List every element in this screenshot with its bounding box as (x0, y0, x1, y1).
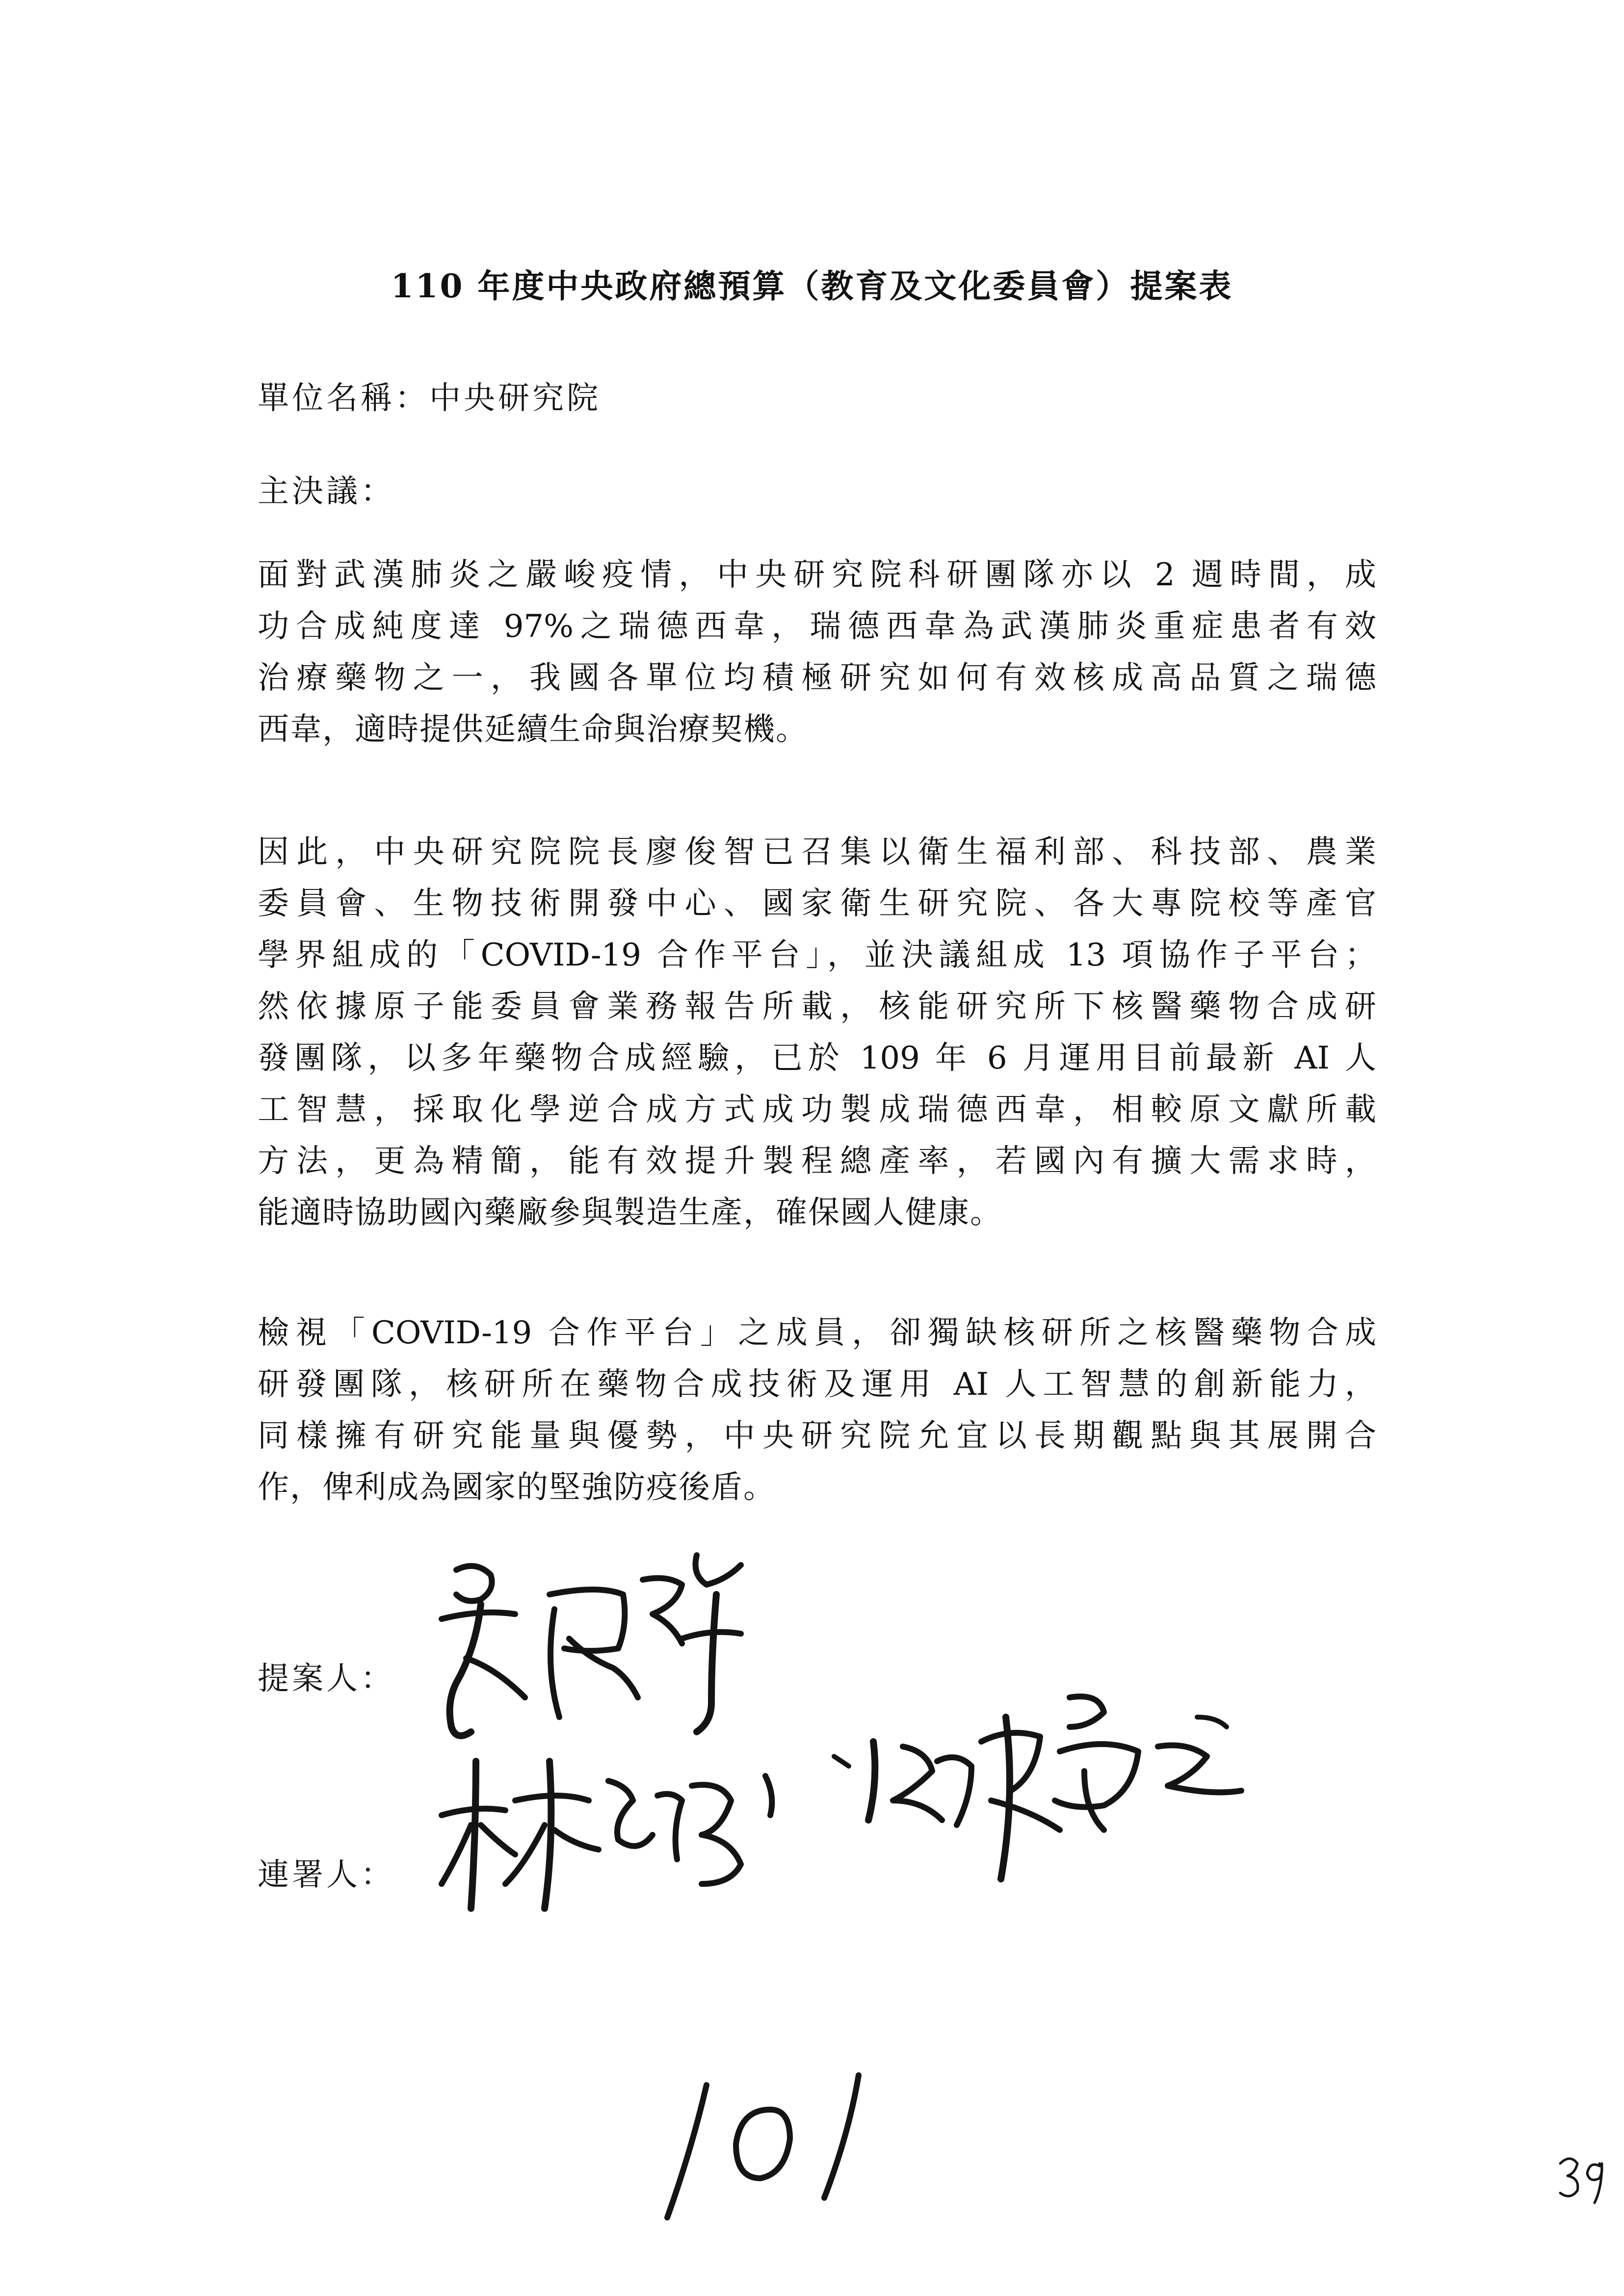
paragraph-3-line-1: 檢視「COVID-19 合作平台」之成員，卻獨缺核研所之核醫藥物合成 (258, 1315, 1376, 1351)
paragraph-2-line-1: 因此，中央研究院院長廖俊智已召集以衛生福利部、科技部、農業 (258, 834, 1376, 870)
paragraph-1-line-1: 面對武漢肺炎之嚴峻疫情，中央研究院科研團隊亦以 2 週時間，成 (258, 557, 1376, 593)
paragraph-3-line-2: 研發團隊，核研所在藥物合成技術及運用 AI 人工智慧的創新能力， (258, 1366, 1376, 1403)
paragraph-2-line-7: 方法，更為精簡，能有效提升製程總產率，若國內有擴大需求時， (258, 1143, 1376, 1179)
cosigner-label: 連署人： (258, 1857, 395, 1893)
proposer-label: 提案人： (258, 1661, 395, 1697)
paragraph-3-line-4: 作，俾利成為國家的堅強防疫後盾。 (258, 1469, 776, 1506)
paragraph-2-line-6: 工智慧，採取化學逆合成方式成功製成瑞德西韋，相較原文獻所載 (258, 1092, 1376, 1128)
document-title: 110 年度中央政府總預算（教育及文化委員會）提案表 (391, 267, 1233, 305)
unit-name: 單位名稱：中央研究院 (258, 380, 601, 417)
paragraph-2-line-4: 然依據原子能委員會業務報告所載，核能研究所下核醫藥物合成研 (258, 989, 1376, 1025)
paragraph-3-line-3: 同樣擁有研究能量與優勢，中央研究院允宜以長期觀點與其展開合 (258, 1418, 1376, 1454)
paragraph-2-line-5: 發團隊，以多年藥物合成經驗，已於 109 年 6 月運用目前最新 AI 人 (258, 1040, 1376, 1076)
paragraph-2-line-8: 能適時協助國內藥廠參與製造生產，確保國人健康。 (258, 1195, 1002, 1231)
paragraph-1-line-3: 治療藥物之一，我國各單位均積極研究如何有效核成高品質之瑞德 (258, 660, 1376, 696)
handwritten-number-101 (653, 2065, 898, 2232)
paragraph-1-line-2: 功合成純度達 97%之瑞德西韋，瑞德西韋為武漢肺炎重症患者有效 (258, 608, 1376, 645)
resolution-heading: 主決議： (258, 473, 395, 510)
cosigner-signatures (432, 1688, 1315, 1962)
page-number-39 (1555, 2149, 1614, 2208)
paragraph-2-line-2: 委員會、生物技術開發中心、國家衛生研究院、各大專院校等產官 (258, 886, 1376, 922)
paragraph-2-line-3: 學界組成的「COVID-19 合作平台」，並決議組成 13 項協作子平台； (258, 937, 1376, 973)
paragraph-1-line-4: 西韋，適時提供延續生命與治療契機。 (258, 711, 808, 748)
